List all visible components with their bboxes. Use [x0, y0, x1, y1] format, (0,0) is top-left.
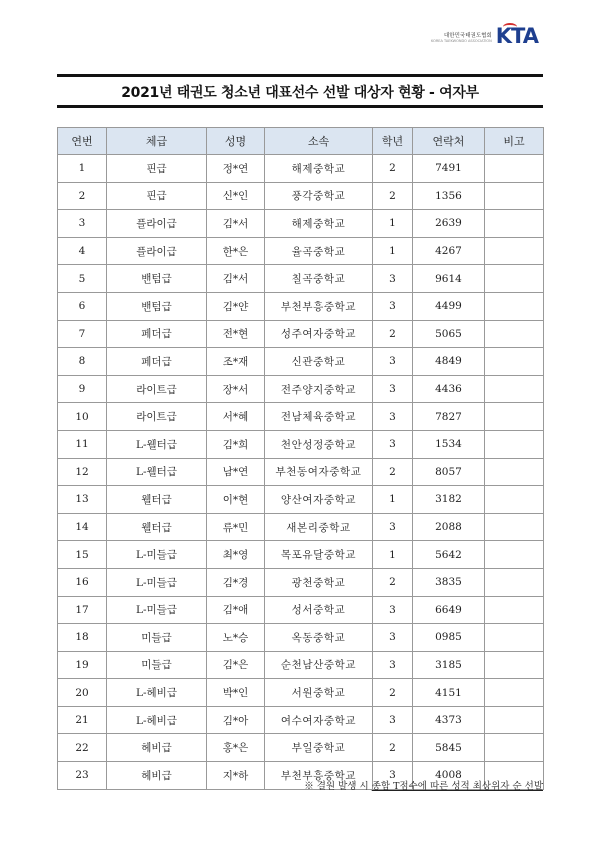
- cell-grade: 3: [373, 292, 413, 320]
- cell-no: 21: [58, 706, 107, 734]
- header-school: 소속: [265, 128, 373, 155]
- logo-text: [431, 31, 492, 43]
- cell-contact: 5845: [413, 734, 485, 762]
- cell-grade: 2: [373, 458, 413, 486]
- cell-weight-class: 라이트급: [107, 403, 207, 431]
- cell-contact: 4499: [413, 292, 485, 320]
- cell-weight-class: 미들급: [107, 624, 207, 652]
- cell-contact: 3835: [413, 568, 485, 596]
- cell-grade: 3: [373, 706, 413, 734]
- cell-no: 9: [58, 375, 107, 403]
- cell-name: 김*서: [207, 265, 265, 293]
- logo-org-korean: 대한민국태권도협회: [443, 32, 492, 39]
- cell-grade: 1: [373, 486, 413, 514]
- cell-no: 18: [58, 624, 107, 652]
- logo-mark-text: KTA: [495, 24, 538, 48]
- table-row: [58, 265, 544, 293]
- cell-note: [485, 237, 544, 265]
- cell-name: 김*은: [207, 651, 265, 679]
- table-row: [58, 430, 544, 458]
- cell-school: 천안성정중학교: [265, 430, 373, 458]
- roster-table: [57, 127, 544, 790]
- logo-mark: [496, 26, 538, 47]
- cell-school: 해제중학교: [265, 155, 373, 183]
- cell-name: 김*희: [207, 430, 265, 458]
- cell-grade: 3: [373, 624, 413, 652]
- cell-contact: 4436: [413, 375, 485, 403]
- cell-note: [485, 210, 544, 238]
- cell-no: 15: [58, 541, 107, 569]
- title-top-rule: [57, 74, 543, 77]
- cell-weight-class: 페더급: [107, 348, 207, 376]
- cell-note: [485, 596, 544, 624]
- table-row: [58, 210, 544, 238]
- cell-school: 전남체육중학교: [265, 403, 373, 431]
- cell-school: 순천남산중학교: [265, 651, 373, 679]
- table-row: [58, 513, 544, 541]
- cell-weight-class: 라이트급: [107, 375, 207, 403]
- cell-no: 3: [58, 210, 107, 238]
- cell-school: 풍각중학교: [265, 182, 373, 210]
- cell-weight-class: L-미들급: [107, 596, 207, 624]
- cell-grade: 3: [373, 596, 413, 624]
- table-row: [58, 155, 544, 183]
- cell-school: 광천중학교: [265, 568, 373, 596]
- cell-weight-class: 미들급: [107, 651, 207, 679]
- cell-note: [485, 182, 544, 210]
- cell-weight-class: L-헤비급: [107, 706, 207, 734]
- cell-grade: 2: [373, 155, 413, 183]
- footnote-underlined: 종합 T점수에 따른 성적 최상위자 순 선발: [371, 781, 543, 792]
- cell-contact: 1534: [413, 430, 485, 458]
- cell-name: 이*현: [207, 486, 265, 514]
- cell-contact: 4849: [413, 348, 485, 376]
- cell-school: 서원중학교: [265, 679, 373, 707]
- cell-note: [485, 486, 544, 514]
- cell-grade: 3: [373, 651, 413, 679]
- cell-grade: 1: [373, 541, 413, 569]
- cell-no: 1: [58, 155, 107, 183]
- header-no: 연번: [58, 128, 107, 155]
- cell-school: 성서중학교: [265, 596, 373, 624]
- logo-swoosh-icon: [503, 23, 517, 31]
- cell-no: 22: [58, 734, 107, 762]
- cell-school: 부천부흥중학교: [265, 762, 373, 790]
- cell-contact: 4151: [413, 679, 485, 707]
- cell-weight-class: 웰터급: [107, 513, 207, 541]
- cell-school: 율곡중학교: [265, 237, 373, 265]
- cell-school: 해제중학교: [265, 210, 373, 238]
- footnote: [304, 778, 543, 792]
- cell-no: 6: [58, 292, 107, 320]
- cell-grade: 2: [373, 679, 413, 707]
- cell-grade: 3: [373, 348, 413, 376]
- table-row: [58, 679, 544, 707]
- cell-no: 11: [58, 430, 107, 458]
- header-note: 비고: [485, 128, 544, 155]
- cell-weight-class: L-웰터급: [107, 458, 207, 486]
- cell-school: 부천동여자중학교: [265, 458, 373, 486]
- cell-weight-class: L-미들급: [107, 568, 207, 596]
- cell-weight-class: 플라이급: [107, 210, 207, 238]
- cell-contact: 2088: [413, 513, 485, 541]
- header-contact: 연락처: [413, 128, 485, 155]
- cell-contact: 3185: [413, 651, 485, 679]
- cell-no: 2: [58, 182, 107, 210]
- cell-grade: 3: [373, 513, 413, 541]
- cell-note: [485, 651, 544, 679]
- cell-no: 5: [58, 265, 107, 293]
- cell-school: 여수여자중학교: [265, 706, 373, 734]
- cell-name: 조*재: [207, 348, 265, 376]
- cell-grade: 3: [373, 375, 413, 403]
- cell-name: 박*인: [207, 679, 265, 707]
- page-title: 2021년 태권도 청소년 대표선수 선발 대상자 현황 - 여자부: [121, 85, 479, 101]
- cell-no: 13: [58, 486, 107, 514]
- cell-note: [485, 513, 544, 541]
- cell-note: [485, 624, 544, 652]
- cell-no: 19: [58, 651, 107, 679]
- table-row: [58, 348, 544, 376]
- table-row: [58, 320, 544, 348]
- cell-contact: 4373: [413, 706, 485, 734]
- cell-name: 서*혜: [207, 403, 265, 431]
- cell-name: 김*경: [207, 568, 265, 596]
- table-row: [58, 706, 544, 734]
- cell-name: 지*하: [207, 762, 265, 790]
- cell-grade: 3: [373, 762, 413, 790]
- cell-note: [485, 292, 544, 320]
- header-grade: 학년: [373, 128, 413, 155]
- cell-school: 부천부흥중학교: [265, 292, 373, 320]
- cell-school: 부일중학교: [265, 734, 373, 762]
- cell-weight-class: 웰터급: [107, 486, 207, 514]
- cell-weight-class: 플라이급: [107, 237, 207, 265]
- footnote-prefix: ※ 결원 발생 시: [304, 781, 372, 792]
- cell-note: [485, 375, 544, 403]
- cell-name: 장*서: [207, 375, 265, 403]
- cell-school: 새본리중학교: [265, 513, 373, 541]
- roster-body: [58, 155, 544, 790]
- cell-name: 전*현: [207, 320, 265, 348]
- cell-note: [485, 403, 544, 431]
- cell-contact: 0985: [413, 624, 485, 652]
- cell-weight-class: 헤비급: [107, 734, 207, 762]
- cell-name: 최*영: [207, 541, 265, 569]
- cell-name: 신*인: [207, 182, 265, 210]
- cell-no: 23: [58, 762, 107, 790]
- table-row: [58, 403, 544, 431]
- cell-school: 전주양지중학교: [265, 375, 373, 403]
- cell-note: [485, 155, 544, 183]
- cell-name: 정*연: [207, 155, 265, 183]
- cell-contact: 9614: [413, 265, 485, 293]
- table-row: [58, 596, 544, 624]
- cell-no: 12: [58, 458, 107, 486]
- cell-weight-class: L-헤비급: [107, 679, 207, 707]
- cell-contact: 1356: [413, 182, 485, 210]
- cell-note: [485, 348, 544, 376]
- cell-school: 칠곡중학교: [265, 265, 373, 293]
- table-row: [58, 237, 544, 265]
- kta-logo: [431, 26, 538, 47]
- cell-contact: 5642: [413, 541, 485, 569]
- cell-no: 14: [58, 513, 107, 541]
- cell-no: 16: [58, 568, 107, 596]
- cell-contact: 4267: [413, 237, 485, 265]
- cell-weight-class: L-웰터급: [107, 430, 207, 458]
- cell-no: 7: [58, 320, 107, 348]
- cell-note: [485, 320, 544, 348]
- table-row: [58, 458, 544, 486]
- cell-weight-class: 핀급: [107, 155, 207, 183]
- cell-grade: 2: [373, 182, 413, 210]
- header-weight-class: 체급: [107, 128, 207, 155]
- cell-school: 양산여자중학교: [265, 486, 373, 514]
- cell-contact: 7827: [413, 403, 485, 431]
- cell-note: [485, 265, 544, 293]
- cell-note: [485, 679, 544, 707]
- cell-note: [485, 706, 544, 734]
- cell-grade: 3: [373, 265, 413, 293]
- cell-no: 8: [58, 348, 107, 376]
- table-row: [58, 375, 544, 403]
- table-row: [58, 624, 544, 652]
- table-row: [58, 651, 544, 679]
- cell-note: [485, 430, 544, 458]
- cell-contact: 5065: [413, 320, 485, 348]
- cell-name: 한*은: [207, 237, 265, 265]
- cell-grade: 1: [373, 210, 413, 238]
- cell-weight-class: 헤비급: [107, 762, 207, 790]
- cell-name: 홍*은: [207, 734, 265, 762]
- cell-name: 김*애: [207, 596, 265, 624]
- cell-school: 목포유달중학교: [265, 541, 373, 569]
- cell-grade: 2: [373, 734, 413, 762]
- cell-contact: 4008: [413, 762, 485, 790]
- cell-weight-class: L-미들급: [107, 541, 207, 569]
- cell-name: 노*승: [207, 624, 265, 652]
- cell-weight-class: 밴텀급: [107, 265, 207, 293]
- cell-no: 17: [58, 596, 107, 624]
- cell-school: 성주여자중학교: [265, 320, 373, 348]
- cell-grade: 3: [373, 430, 413, 458]
- cell-school: 옥동중학교: [265, 624, 373, 652]
- table-row: [58, 568, 544, 596]
- table-row: [58, 734, 544, 762]
- cell-no: 4: [58, 237, 107, 265]
- cell-weight-class: 밴텀급: [107, 292, 207, 320]
- cell-note: [485, 541, 544, 569]
- cell-contact: 3182: [413, 486, 485, 514]
- title-bottom-rule: [57, 105, 543, 108]
- cell-name: 김*아: [207, 706, 265, 734]
- cell-name: 김*서: [207, 210, 265, 238]
- cell-no: 20: [58, 679, 107, 707]
- cell-weight-class: 페더급: [107, 320, 207, 348]
- cell-school: 신관중학교: [265, 348, 373, 376]
- table-header-row: [58, 128, 544, 155]
- header-name: 성명: [207, 128, 265, 155]
- cell-note: [485, 568, 544, 596]
- cell-contact: 7491: [413, 155, 485, 183]
- table-row: [58, 182, 544, 210]
- cell-contact: 8057: [413, 458, 485, 486]
- cell-no: 10: [58, 403, 107, 431]
- table-row: [58, 486, 544, 514]
- cell-weight-class: 핀급: [107, 182, 207, 210]
- cell-name: 남*연: [207, 458, 265, 486]
- cell-name: 류*민: [207, 513, 265, 541]
- cell-grade: 2: [373, 320, 413, 348]
- cell-contact: 2639: [413, 210, 485, 238]
- table-row: [58, 292, 544, 320]
- cell-grade: 3: [373, 403, 413, 431]
- cell-note: [485, 458, 544, 486]
- cell-grade: 1: [373, 237, 413, 265]
- cell-grade: 2: [373, 568, 413, 596]
- cell-note: [485, 734, 544, 762]
- table-row: [58, 541, 544, 569]
- cell-name: 김*얀: [207, 292, 265, 320]
- logo-org-english: KOREA TAEKWONDO ASSOCIATION: [430, 38, 492, 43]
- cell-contact: 6649: [413, 596, 485, 624]
